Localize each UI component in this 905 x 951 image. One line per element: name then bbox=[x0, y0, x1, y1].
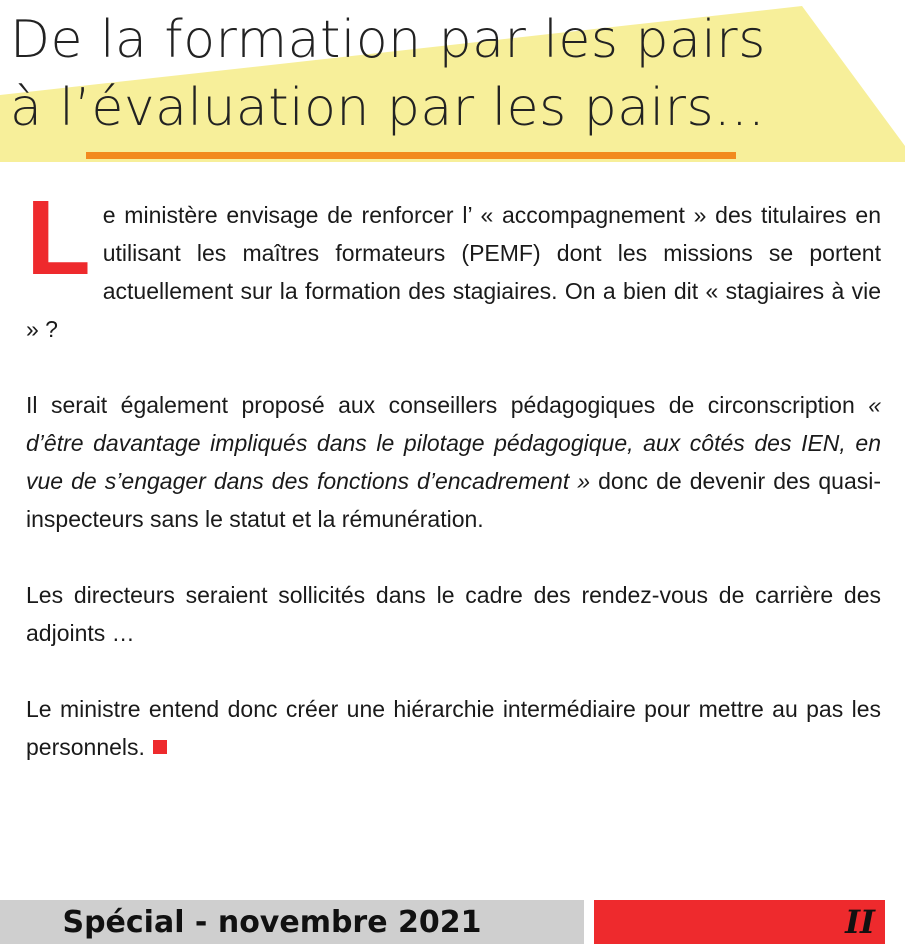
paragraph-1-text: e ministère envisage de renforcer l’ « accompagnement » des titulaires en utilisant les maîtres formateurs (PEMF) dont les missions se portent actuellement sur la formation des stagiaires. On a bien dit « stagiaires à vie » ? bbox=[26, 202, 881, 342]
paragraph-2-after: donc de devenir des quasi-inspecteurs sans le statut et la rémunération. bbox=[26, 468, 882, 532]
page-number: II bbox=[845, 903, 875, 941]
paragraph-4 bbox=[26, 690, 881, 766]
paragraph-3: Les directeurs seraient sollicités dans le cadre des rendez-vous de carrière des adjoints … bbox=[26, 582, 881, 646]
article-body bbox=[26, 179, 882, 804]
footer-issue-bar bbox=[0, 900, 584, 944]
paragraph-2-quote: « d’être davantage impliqués dans le pilotage pédagogique, aux côtés des IEN, en vue de s’engager dans des fonctions d’encadrement » bbox=[26, 392, 881, 494]
title-underline bbox=[86, 152, 736, 159]
end-mark-square-icon bbox=[153, 740, 167, 754]
paragraph-2 bbox=[26, 386, 881, 538]
title-line-1: De la formation par les pairs bbox=[10, 10, 766, 70]
paragraph-4-text: Le ministre entend donc créer une hiérarchie intermédiaire pour mettre au pas les personnels. bbox=[26, 696, 881, 760]
paragraph-2-before: Il serait également proposé aux conseillers pédagogiques de circonscription bbox=[26, 392, 869, 418]
paragraph-1 bbox=[26, 179, 881, 348]
footer-issue-label: Spécial - novembre 2021 bbox=[62, 904, 482, 940]
footer-page-bar bbox=[594, 900, 885, 944]
page-title bbox=[10, 6, 766, 142]
drop-cap: L bbox=[26, 179, 91, 297]
title-line-2: à l’évaluation par les pairs... bbox=[10, 78, 766, 138]
